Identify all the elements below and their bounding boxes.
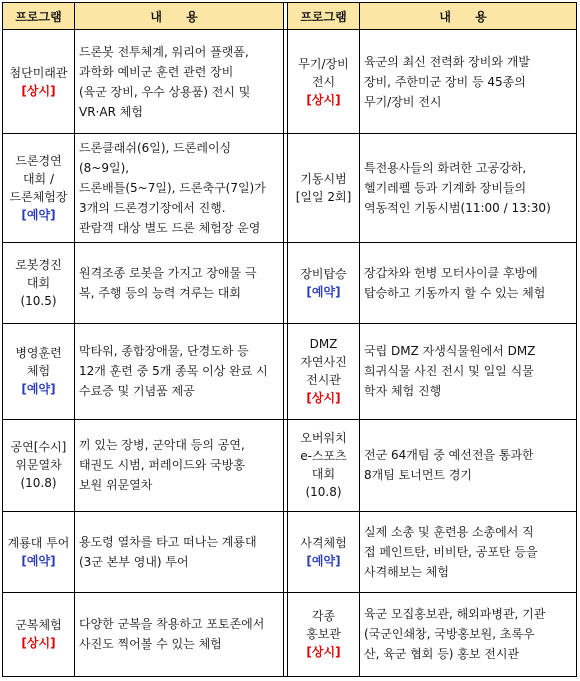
reservation-tag: [예약] xyxy=(21,382,56,397)
description-line: 희귀식물 사진 전시 및 일일 식물 xyxy=(364,364,534,379)
description-line: 국립 DMZ 자생식물원에서 DMZ xyxy=(364,344,536,359)
description-line: (국군인쇄창, 국방홍보원, 초록우 xyxy=(364,627,535,642)
program-name-line: 공연[수시] xyxy=(10,440,67,455)
program-table xyxy=(2,2,577,677)
description-line: 특전용사들의 화려한 고공강하, xyxy=(364,161,527,176)
reservation-tag: [예약] xyxy=(306,285,341,299)
description-line: 육군의 최신 전력화 장비와 개발 xyxy=(364,54,530,69)
description-line: 과학화 예비군 훈련 관련 장비 xyxy=(79,64,234,79)
header-row xyxy=(3,3,577,30)
program-name-line: 기동시범 xyxy=(300,172,347,187)
always-open-tag: [상시] xyxy=(306,645,341,660)
program-name-line: 전시 xyxy=(311,74,336,89)
program-name-line: e-스포츠 xyxy=(300,449,347,464)
description-line: 8개팀 토너먼트 경기 xyxy=(364,468,473,483)
program-header-right: 프로그램 xyxy=(288,3,360,30)
description-line: VR·AR 체험 xyxy=(79,104,143,119)
program-name-line: (10.8) xyxy=(20,476,57,491)
program-description-cell xyxy=(75,243,284,324)
program-name-cell xyxy=(288,419,360,512)
description-line: 3개의 드론경기장에서 진행. xyxy=(79,201,226,216)
program-name-line: 무기/장비 xyxy=(298,56,349,71)
description-line: (3군 본부 영내) 투어 xyxy=(79,555,189,570)
description-line: 태권도 시범, 퍼레이드와 국방홍 xyxy=(79,458,245,473)
table-row xyxy=(3,323,577,419)
program-name-cell xyxy=(3,323,75,419)
program-description-cell xyxy=(360,243,577,324)
always-open-tag: [상시] xyxy=(306,391,341,406)
program-description-cell xyxy=(360,134,577,243)
program-name-line: 자연사진 xyxy=(300,355,347,370)
description-line: 사격해보는 체험 xyxy=(364,565,449,580)
program-name-line: 대회 xyxy=(26,276,51,290)
description-line: 복, 주행 등의 능력 겨루는 대회 xyxy=(79,286,241,300)
program-name-line: DMZ xyxy=(309,337,338,352)
program-name-line: 드론경연 xyxy=(15,154,62,169)
program-name-line: 대회 xyxy=(311,467,336,482)
content-header-left: 내 용 xyxy=(75,3,284,30)
program-name-cell xyxy=(288,592,360,676)
description-line: 실제 소총 및 훈련용 소총에서 직 xyxy=(364,525,534,540)
description-line: 막타워, 종합장애물, 단경도하 등 xyxy=(79,344,249,359)
description-line: 헬기레펠 등과 기계화 장비들의 xyxy=(364,181,527,196)
program-header-left: 프로그램 xyxy=(3,3,75,30)
program-description-cell xyxy=(360,512,577,593)
program-name-line: 사격체험 xyxy=(300,536,347,551)
program-name-line: 체험 xyxy=(26,364,51,379)
program-name-cell xyxy=(288,30,360,134)
description-line: 원격조종 로봇을 가지고 장애물 극 xyxy=(79,266,257,280)
reservation-tag: [예약] xyxy=(21,554,56,569)
program-name-line: (10.5) xyxy=(20,294,57,308)
table-row xyxy=(3,30,577,134)
program-name-line: [일일 2회] xyxy=(295,190,352,205)
description-line: 무기/장비 전시 xyxy=(364,94,442,109)
description-line: 드론봇 전투체계, 워리어 플랫폼, xyxy=(79,44,249,59)
program-description-cell xyxy=(360,30,577,134)
program-name-line: 위문열차 xyxy=(15,458,62,473)
program-name-line: 대회 / xyxy=(22,172,55,187)
description-line: 접 페인트탄, 비비탄, 공포탄 등을 xyxy=(364,545,538,560)
program-description-cell xyxy=(360,323,577,419)
table-row xyxy=(3,592,577,676)
program-description-cell xyxy=(360,419,577,512)
always-open-tag: [상시] xyxy=(21,83,56,98)
program-description-cell xyxy=(75,323,284,419)
program-description-cell xyxy=(360,592,577,676)
description-line: 역동적인 기동시범(11:00 / 13:30) xyxy=(364,201,551,216)
description-line: 12개 훈련 중 5개 종목 이상 완료 시 xyxy=(79,364,268,379)
description-line: 관람객 대상 별도 드론 체험장 운영 xyxy=(79,221,261,236)
program-name-cell xyxy=(3,592,75,676)
program-description-cell xyxy=(75,30,284,134)
program-name-line: 병영훈련 xyxy=(15,346,62,361)
program-name-cell xyxy=(288,243,360,324)
table-row xyxy=(3,243,577,324)
always-open-tag: [상시] xyxy=(306,92,341,107)
always-open-tag: [상시] xyxy=(21,636,56,651)
program-name-cell xyxy=(288,134,360,243)
description-line: 수료증 및 기념품 제공 xyxy=(79,384,195,399)
reservation-tag: [예약] xyxy=(21,208,56,223)
program-description-cell xyxy=(75,592,284,676)
program-description-cell xyxy=(75,512,284,593)
description-line: 다양한 군복을 착용하고 포토존에서 xyxy=(79,617,265,632)
description-line: 드론클래쉬(6일), 드론레이싱(8~9일), xyxy=(79,141,232,176)
description-line: 산, 육군 협회 등) 홍보 전시관 xyxy=(364,647,520,662)
description-line: 사진도 찍어볼 수 있는 체험 xyxy=(79,637,222,652)
description-line: 학자 체험 진행 xyxy=(364,384,442,399)
program-name-line: 각종 xyxy=(311,609,336,624)
program-name-line: 군복체험 xyxy=(15,618,62,633)
program-description-cell xyxy=(75,419,284,512)
reservation-tag: [예약] xyxy=(306,554,341,569)
table-row xyxy=(3,419,577,512)
program-name-line: 첨단미래관 xyxy=(9,65,68,80)
description-line: 드론배틀(5~7일), 드론축구(7일)가 xyxy=(79,181,266,196)
program-name-line: (10.8) xyxy=(305,485,342,500)
program-name-line: 드론체험장 xyxy=(9,190,68,205)
program-description-cell xyxy=(75,134,284,243)
description-line: 장갑차와 헌병 모터사이클 후방에 xyxy=(364,266,538,280)
program-name-line: 오버워치 xyxy=(300,431,347,446)
program-name-cell xyxy=(3,243,75,324)
program-name-cell xyxy=(288,512,360,593)
description-line: 용도령 열차를 타고 떠나는 계룡대 xyxy=(79,535,257,550)
program-name-cell xyxy=(3,30,75,134)
program-table-container xyxy=(2,2,576,677)
description-line: 전군 64개팀 중 예선전을 통과한 xyxy=(364,448,534,463)
description-line: 장비, 주한미군 장비 등 45종의 xyxy=(364,74,526,89)
program-name-line: 계룡대 투어 xyxy=(7,536,70,551)
program-name-cell xyxy=(3,419,75,512)
description-line: 보원 위문열차 xyxy=(79,478,153,493)
program-name-cell xyxy=(3,512,75,593)
description-line: 끼 있는 장병, 군악대 등의 공연, xyxy=(79,438,245,453)
description-line: (육군 장비, 우수 상용품) 전시 및 xyxy=(79,84,251,99)
program-name-cell xyxy=(288,323,360,419)
description-line: 육군 모집홍보관, 해외파병관, 기관 xyxy=(364,607,546,622)
table-row xyxy=(3,134,577,243)
table-row xyxy=(3,512,577,593)
description-line: 탑승하고 기동까지 할 수 있는 체험 xyxy=(364,286,546,300)
program-name-line: 로봇경진 xyxy=(15,258,62,272)
program-name-cell xyxy=(3,134,75,243)
content-header-right: 내 용 xyxy=(360,3,577,30)
program-name-line: 장비탑승 xyxy=(300,267,347,281)
program-name-line: 홍보관 xyxy=(306,627,341,642)
program-name-line: 전시관 xyxy=(306,373,341,388)
